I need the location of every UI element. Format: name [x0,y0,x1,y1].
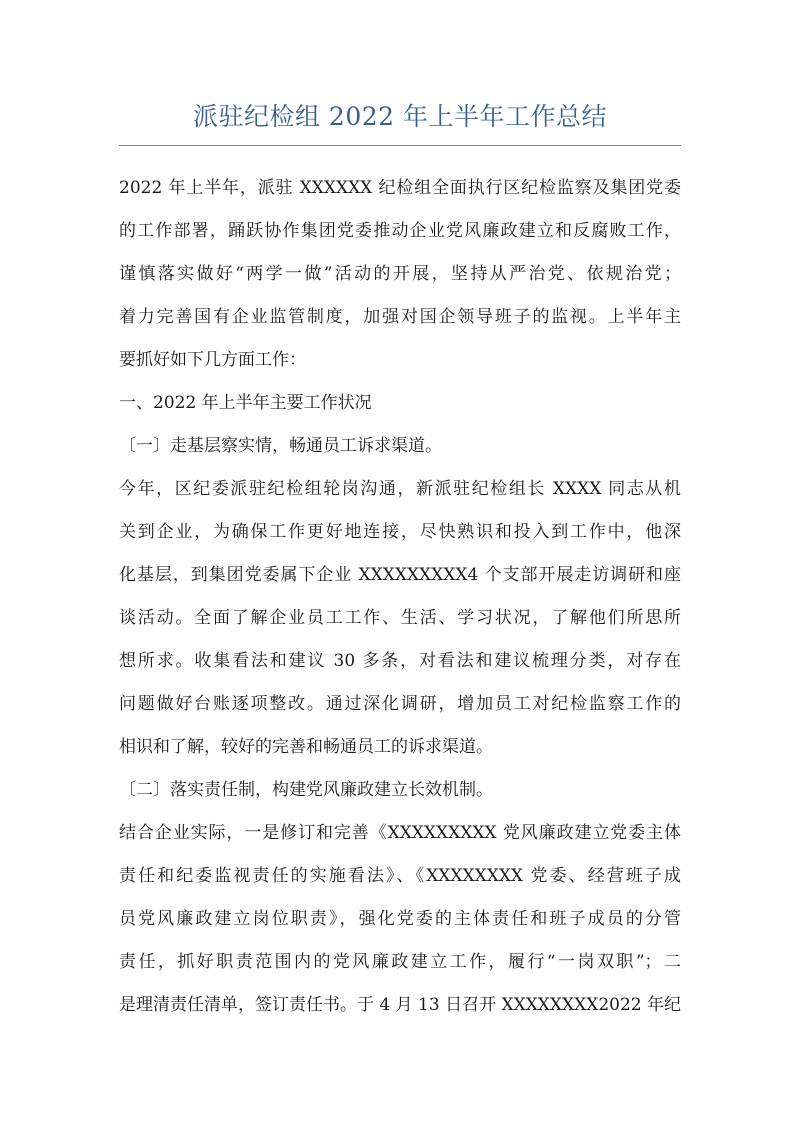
body-line: 化基层，到集团党委属下企业 XXXXXXXXX4 个支部开展走访调研和座 [119,565,681,585]
body-line: 相识和了解，较好的完善和畅通员工的诉求渠道。 [119,737,493,757]
document-title: 派驻纪检组 2022 年上半年工作总结 [192,102,608,131]
body-line: 要抓好如下几方面工作： [119,350,306,370]
subsection-heading: 〔一〕走基层察实情，畅通员工诉求渠道。 [119,436,442,456]
body-line: 谈活动。全面了解企业员工工作、生活、学习状况，了解他们所思所 [119,608,681,628]
body-line: 今年，区纪委派驻纪检组轮岗沟通，新派驻纪检组长 XXXX 同志从机 [119,479,681,499]
body-line: 的工作部署，踊跃协作集团党委推动企业党风廉政建立和反腐败工作， [119,221,681,241]
body-line: 结合企业实际，一是修订和完善《XXXXXXXXX 党风廉政建立党委主体 [119,823,681,843]
body-line: 想所求。收集看法和建议 30 多条，对看法和建议梳理分类，对存在 [119,651,681,671]
body-line: 责任和纪委监视责任的实施看法》、《XXXXXXXX 党委、经营班子成 [119,866,681,886]
subsection-heading: 〔二〕落实责任制，构建党风廉政建立长效机制。 [119,780,493,800]
body-line: 关到企业，为确保工作更好地连接，尽快熟识和投入到工作中，他深 [119,522,681,542]
body-line: 责任，抓好职责范围内的党风廉政建立工作，履行“一岗双职”；二 [119,952,681,972]
document-body [119,174,681,1034]
title-divider [119,145,681,146]
body-line: 员党风廉政建立岗位职责》，强化党委的主体责任和班子成员的分管 [119,909,681,929]
body-line: 2022 年上半年，派驻 XXXXXX 纪检组全面执行区纪检监察及集团党委 [119,178,681,198]
section-heading: 一、2022 年上半年主要工作状况 [119,393,372,413]
body-line: 问题做好台账逐项整改。通过深化调研，增加员工对纪检监察工作的 [119,694,681,714]
body-line: 谨慎落实做好“两学一做”活动的开展，坚持从严治党、依规治党； [119,264,681,284]
body-line: 着力完善国有企业监管制度，加强对国企领导班子的监视。上半年主 [119,307,681,327]
body-line: 是理清责任清单，签订责任书。于 4 月 13 日召开 XXXXXXXX2022 年纪 [119,995,681,1015]
